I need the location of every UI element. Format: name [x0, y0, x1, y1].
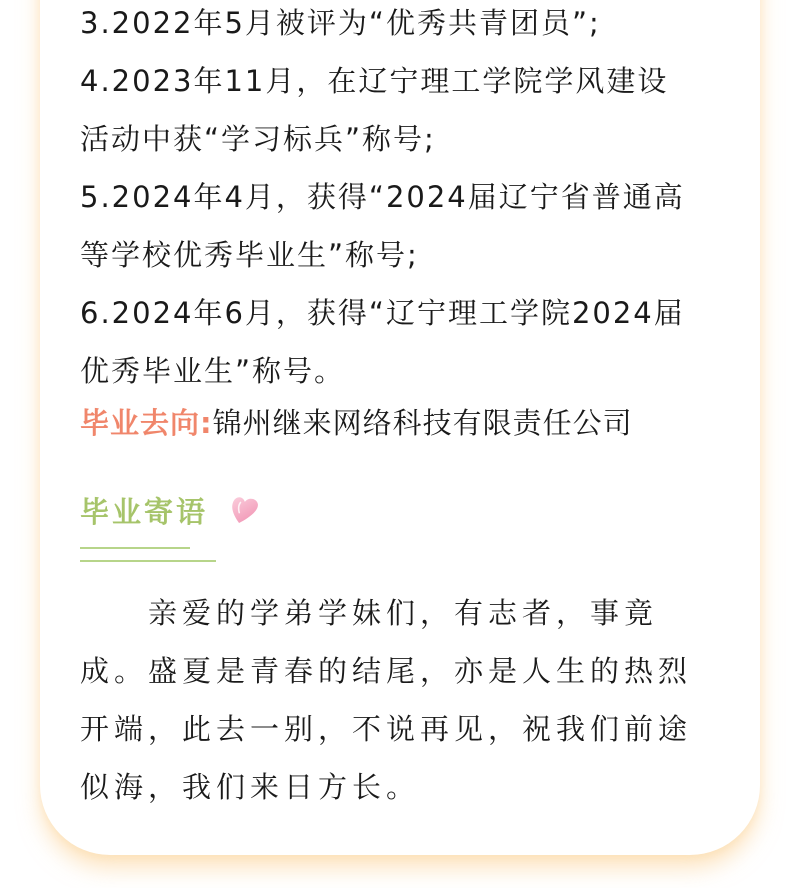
honor-item-6-line-2: 优秀毕业生”称号。	[80, 354, 346, 388]
farewell-line-2: 成。盛夏是青春的结尾，亦是人生的热烈	[80, 654, 693, 688]
honor-item-5-line-2: 等学校优秀毕业生”称号;	[80, 238, 419, 272]
honor-item-3: 3.2022年5月被评为“优秀共青团员”;	[80, 6, 601, 40]
heart-icon	[229, 494, 259, 528]
farewell-line-4: 似海，我们来日方长。	[80, 770, 421, 804]
destination-value: 锦州继来网络科技有限责任公司	[212, 406, 633, 440]
graduation-destination	[80, 394, 633, 452]
honor-item-6-line-1: 6.2024年6月，获得“辽宁理工学院2024届	[80, 296, 685, 330]
title-underline-short	[80, 547, 190, 549]
farewell-line-1: 亲爱的学弟学妹们，有志者，事竟	[80, 596, 659, 630]
section-title-farewell: 毕业寄语	[80, 495, 209, 529]
destination-label: 毕业去向:	[80, 406, 213, 440]
title-underline-long	[80, 560, 216, 562]
farewell-message	[80, 584, 740, 816]
honors-list	[80, 52, 740, 400]
farewell-line-3: 开端，此去一别，不说再见，祝我们前途	[80, 712, 693, 746]
honor-item-4-line-1: 4.2023年11月，在辽宁理工学院学风建设	[80, 64, 669, 98]
honor-item-5-line-1: 5.2024年4月，获得“2024届辽宁省普通高	[80, 180, 685, 214]
honor-item-4-line-2: 活动中获“学习标兵”称号;	[80, 122, 436, 156]
